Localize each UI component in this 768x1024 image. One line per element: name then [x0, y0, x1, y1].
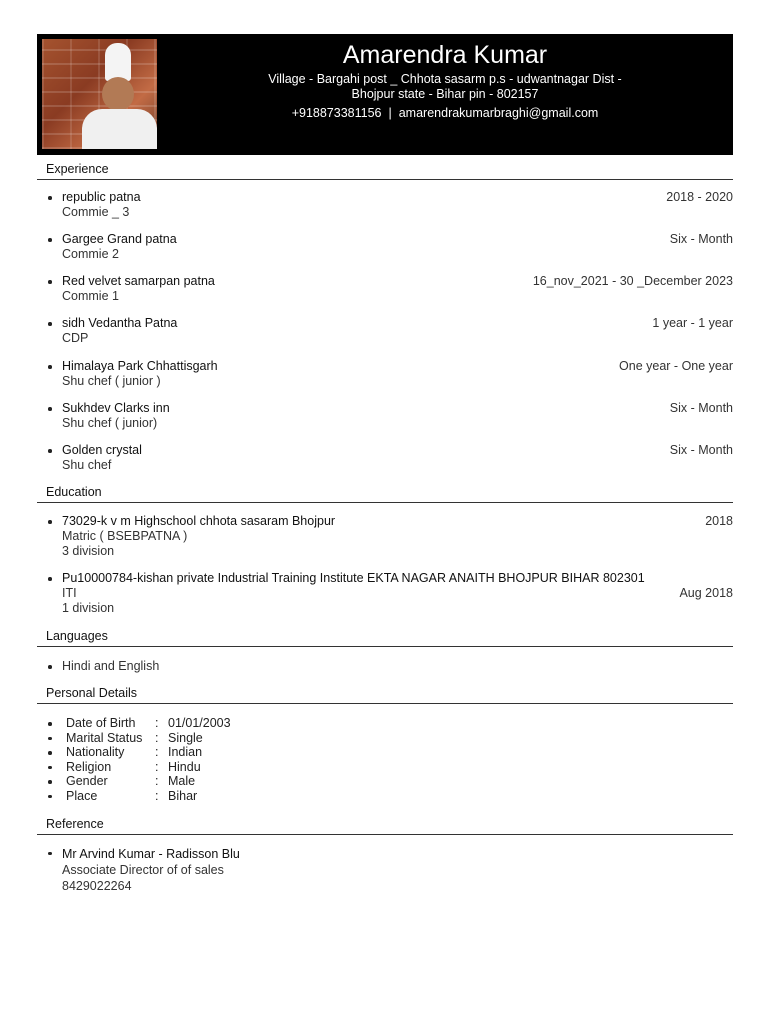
- experience-role: Shu chef: [62, 458, 112, 472]
- experience-role: Commie 1: [62, 289, 119, 303]
- section-title-reference: Reference: [37, 817, 733, 835]
- experience-period: 16_nov_2021 - 30 _December 2023: [532, 274, 733, 288]
- resume-header: [37, 34, 733, 155]
- education-year: 2018: [705, 514, 733, 528]
- experience-period: One year - One year: [619, 359, 733, 373]
- list-item: [37, 359, 733, 389]
- section-title-personal-details: Personal Details: [37, 686, 733, 704]
- experience-company: Gargee Grand patna: [62, 232, 177, 246]
- reference-list: [37, 846, 733, 894]
- education-school: Pu10000784-kishan private Industrial Training Institute EKTA NAGAR ANAITH BHOJPUR BIHAR 802301: [62, 571, 645, 585]
- detail-value: Indian: [168, 745, 203, 760]
- profile-photo: [42, 39, 157, 149]
- reference-phone: 8429022264: [62, 878, 132, 893]
- experience-period: Six - Month: [669, 232, 733, 246]
- experience-company: Himalaya Park Chhattisgarh: [62, 359, 218, 373]
- email-link[interactable]: amarendrakumarbraghi@gmail.com: [398, 106, 599, 120]
- education-degree: ITI: [62, 586, 77, 600]
- list-item: [37, 232, 733, 262]
- list-item: [37, 659, 733, 674]
- education-result: 1 division: [62, 601, 115, 615]
- section-title-languages: Languages: [37, 629, 733, 647]
- experience-period: Six - Month: [669, 443, 733, 457]
- contact-separator: |: [388, 106, 392, 120]
- candidate-name: Amarendra Kumar: [342, 41, 548, 69]
- personal-detail-row: [37, 774, 733, 789]
- education-year: Aug 2018: [679, 586, 733, 600]
- personal-detail-row: [37, 760, 733, 775]
- personal-detail-row: [37, 745, 733, 760]
- list-item: [37, 316, 733, 346]
- list-item: [37, 274, 733, 304]
- section-title-education: Education: [37, 485, 733, 503]
- personal-detail-row: [37, 789, 733, 804]
- languages-list: [37, 659, 733, 674]
- personal-detail-row: [37, 716, 733, 731]
- experience-company: Red velvet samarpan patna: [62, 274, 215, 288]
- experience-period: 2018 - 2020: [666, 190, 733, 204]
- detail-value: Bihar: [168, 788, 198, 803]
- detail-label: Gender: [66, 774, 108, 789]
- detail-label: Religion: [66, 759, 112, 774]
- experience-list: [37, 190, 733, 473]
- detail-label: Marital Status: [66, 730, 143, 745]
- list-item: [37, 846, 733, 894]
- list-item: [37, 190, 733, 220]
- list-item: [37, 443, 733, 473]
- address-line-1: Village - Bargahi post _ Chhota sasarm p.s - udwantnagar Dist -: [268, 72, 622, 86]
- detail-label: Place: [66, 788, 98, 803]
- detail-value: Male: [168, 774, 196, 789]
- section-title-experience: Experience: [37, 162, 733, 180]
- detail-label: Nationality: [66, 745, 125, 760]
- experience-company: sidh Vedantha Patna: [62, 316, 178, 330]
- detail-value: Single: [168, 730, 203, 745]
- detail-value: 01/01/2003: [168, 716, 231, 730]
- list-item: [37, 571, 733, 616]
- experience-role: Commie 2: [62, 247, 119, 261]
- detail-colon: :: [155, 774, 159, 789]
- education-result: 3 division: [62, 544, 115, 558]
- list-item: [37, 514, 733, 559]
- experience-role: CDP: [62, 331, 89, 345]
- language-entry: Hindi and English: [62, 659, 160, 673]
- education-degree: Matric ( BSEBPATNA ): [62, 529, 188, 543]
- chef-hat-icon: [105, 43, 131, 81]
- personal-details-list: [37, 716, 733, 804]
- phone-number: +918873381156: [291, 106, 382, 120]
- experience-role: Shu chef ( junior): [62, 416, 158, 430]
- education-list: [37, 514, 733, 616]
- detail-colon: :: [155, 745, 159, 760]
- detail-value: Hindu: [168, 759, 201, 774]
- detail-colon: :: [155, 730, 159, 745]
- list-item: [37, 401, 733, 431]
- resume-page: [37, 34, 733, 894]
- reference-position: Associate Director of of sales: [62, 862, 224, 877]
- experience-role: Shu chef ( junior ): [62, 374, 161, 388]
- experience-period: 1 year - 1 year: [652, 316, 733, 330]
- detail-colon: :: [155, 716, 159, 730]
- education-school: 73029-k v m Highschool chhota sasaram Bhojpur: [62, 514, 336, 528]
- detail-colon: :: [155, 788, 159, 803]
- detail-colon: :: [155, 759, 159, 774]
- address-line-2: Bhojpur state - Bihar pin - 802157: [351, 87, 539, 101]
- personal-detail-row: [37, 731, 733, 746]
- experience-company: republic patna: [62, 190, 141, 204]
- experience-period: Six - Month: [669, 401, 733, 415]
- contact-line: [167, 106, 723, 121]
- experience-role: Commie _ 3: [62, 205, 130, 219]
- experience-company: Sukhdev Clarks inn: [62, 401, 170, 415]
- reference-name: Mr Arvind Kumar - Radisson Blu: [62, 846, 240, 861]
- detail-label: Date of Birth: [66, 716, 136, 730]
- experience-company: Golden crystal: [62, 443, 142, 457]
